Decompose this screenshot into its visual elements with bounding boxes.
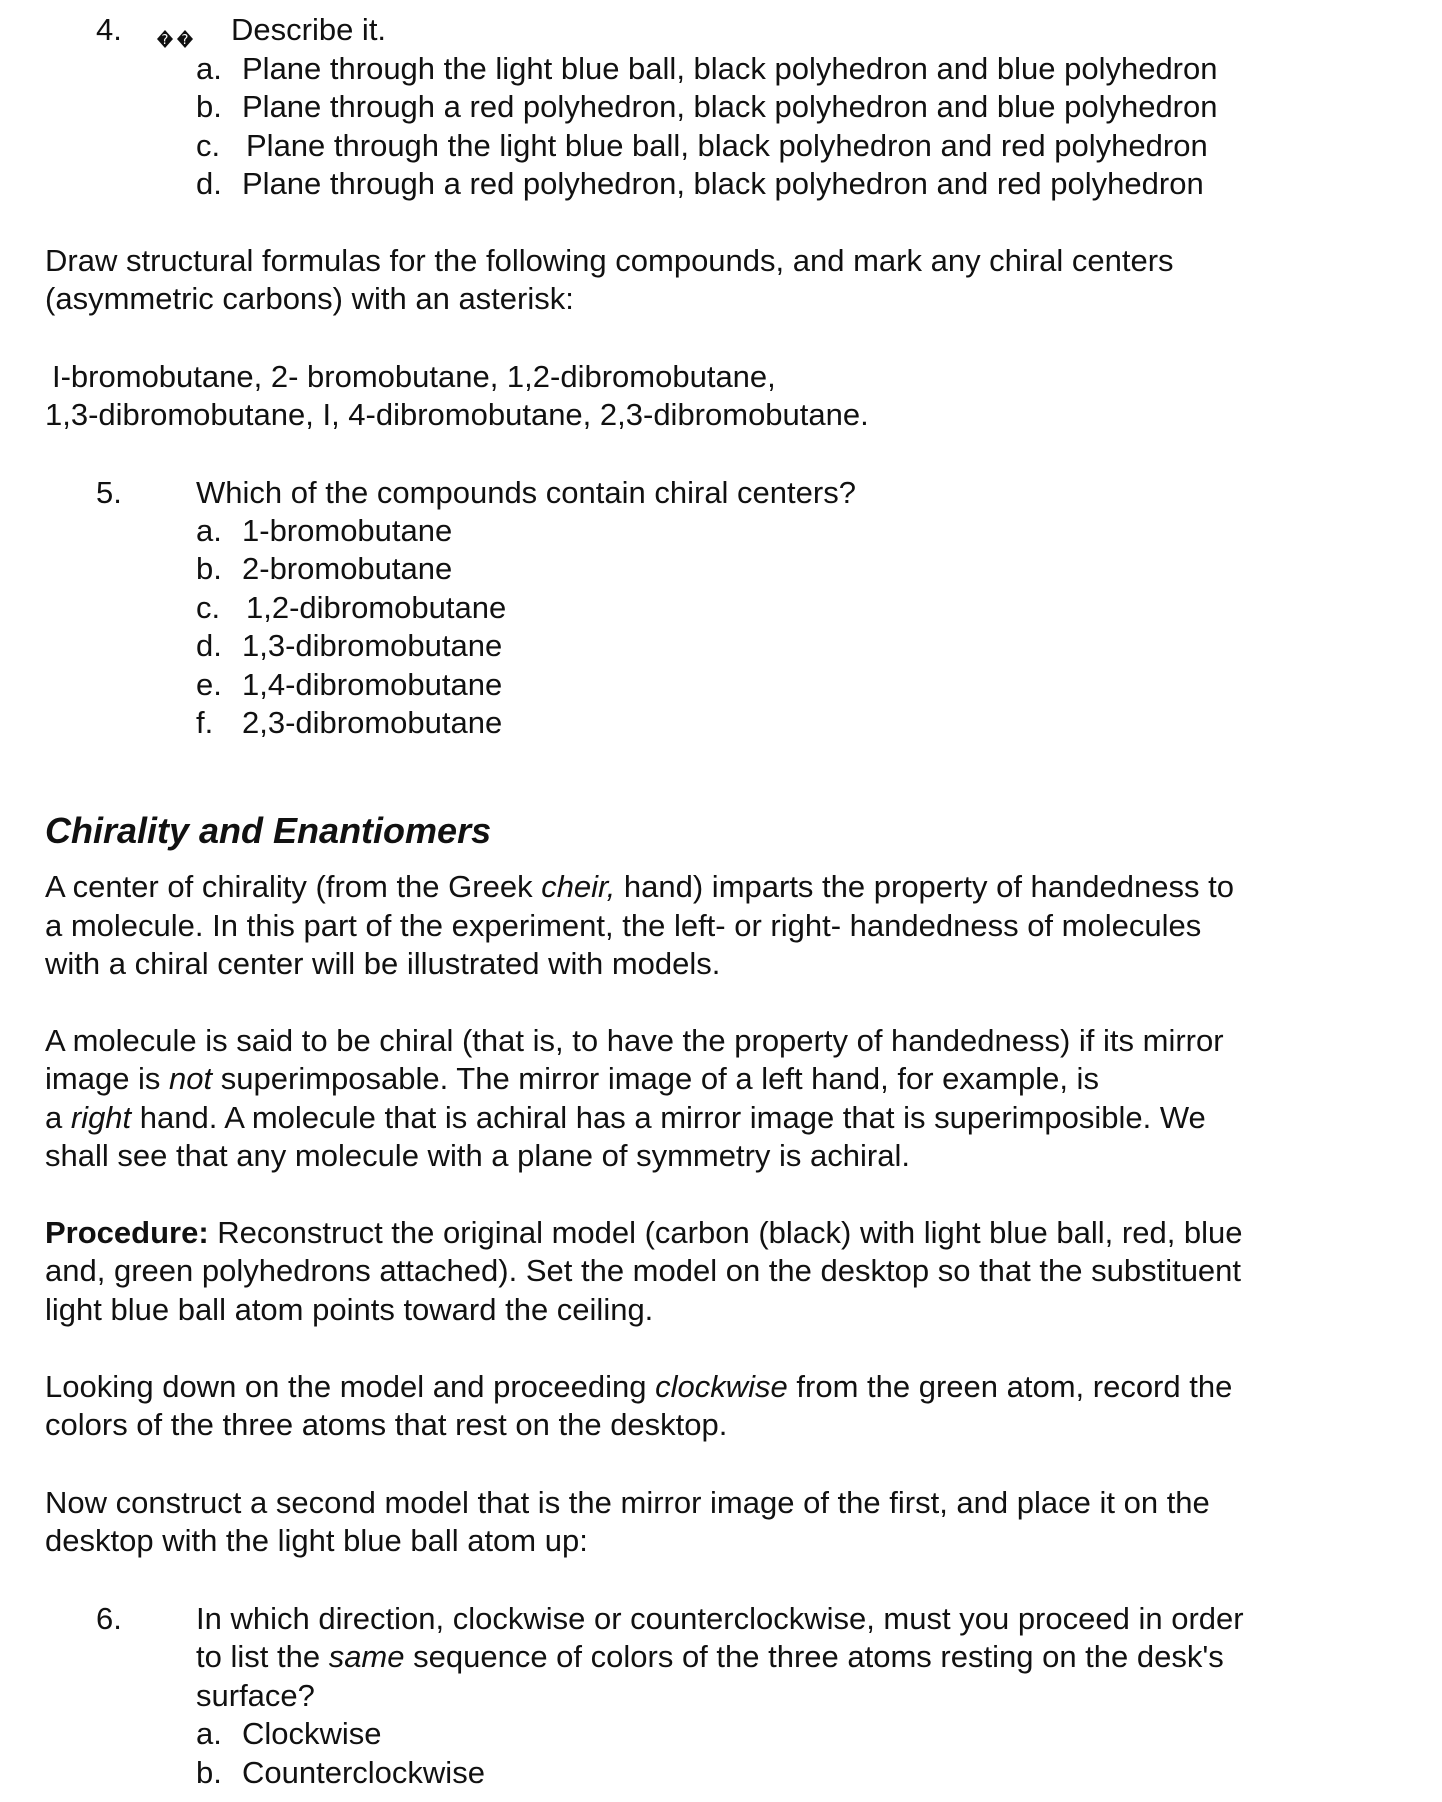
text-run: to list the	[196, 1639, 329, 1674]
svg-text:?: ?	[161, 33, 169, 48]
paragraph-1-line-3: with a chiral center will be illustrated with models.	[45, 946, 721, 981]
question-prompt: Describe it.	[231, 12, 387, 47]
text-run: Reconstruct the original model (carbon (black) with light blue ball, red, blue	[208, 1215, 1243, 1250]
procedure-line-3: light blue ball atom points toward the ceiling.	[45, 1292, 654, 1327]
option-text: 1,2-dibromobutane	[246, 590, 507, 625]
paragraph-4-line-1	[45, 1368, 1232, 1407]
question-prompt-line-3: surface?	[196, 1678, 315, 1713]
draw-instructions-line-2: (asymmetric carbons) with an asterisk:	[45, 281, 574, 316]
option-letter: c.	[196, 128, 221, 163]
option-text: 1,4-dibromobutane	[242, 667, 503, 702]
compound-list-line-1: I-bromobutane, 2- bromobutane, 1,2-dibromobutane,	[52, 359, 776, 394]
emphasis-text: same	[328, 1639, 405, 1674]
paragraph-2-line-1: A molecule is said to be chiral (that is, to have the property of handedness) if its mirror	[45, 1023, 1224, 1058]
question-number: 6.	[96, 1601, 122, 1636]
option-text: 2-bromobutane	[242, 551, 453, 586]
paragraph-2-line-2	[45, 1060, 1099, 1099]
question-prompt-line-2	[196, 1638, 1224, 1677]
text-run: sequence of colors of the three atoms resting on the desk's	[404, 1639, 1224, 1674]
text-run: Looking down on the model and proceeding	[45, 1369, 656, 1404]
text-run: image is	[45, 1061, 170, 1096]
text-run: hand. A molecule that is achiral has a mirror image that is superimposible. We	[131, 1100, 1206, 1135]
paragraph-1-line-2: a molecule. In this part of the experiment, the left- or right- handedness of molecules	[45, 908, 1202, 943]
section-heading: Chirality and Enantiomers	[45, 810, 492, 851]
paragraph-2-line-4: shall see that any molecule with a plane of symmetry is achiral.	[45, 1138, 910, 1173]
option-letter: b.	[196, 1755, 222, 1790]
emphasis-text: cheir,	[541, 869, 616, 904]
paragraph-2-line-3	[45, 1099, 1206, 1138]
procedure-line-2: and, green polyhedrons attached). Set the model on the desktop so that the substituent	[45, 1253, 1242, 1288]
procedure-line-1	[45, 1214, 1243, 1253]
procedure-label: Procedure:	[45, 1215, 209, 1250]
question-prompt-line-1: In which direction, clockwise or counterclockwise, must you proceed in order	[196, 1601, 1244, 1636]
compound-list-line-2: 1,3-dibromobutane, I, 4-dibromobutane, 2,3-dibromobutane.	[45, 397, 869, 432]
option-text: Clockwise	[242, 1716, 382, 1751]
option-letter: a.	[196, 513, 222, 548]
text-run: from the green atom, record the	[787, 1369, 1233, 1404]
option-text: Plane through a red polyhedron, black polyhedron and blue polyhedron	[242, 89, 1218, 124]
option-letter: a.	[196, 1716, 222, 1751]
emphasis-text: clockwise	[655, 1369, 788, 1404]
text-run: a	[45, 1100, 71, 1135]
question-prompt: Which of the compounds contain chiral centers?	[196, 475, 856, 510]
draw-instructions-line-1: Draw structural formulas for the following compounds, and mark any chiral centers	[45, 243, 1174, 278]
option-letter: d.	[196, 628, 222, 663]
svg-text:?: ?	[181, 33, 189, 48]
option-text: Counterclockwise	[242, 1755, 485, 1790]
question-number: 4.	[96, 12, 122, 47]
text-run: superimposable. The mirror image of a left hand, for example, is	[212, 1061, 1099, 1096]
option-letter: d.	[196, 166, 222, 201]
option-letter: b.	[196, 551, 222, 586]
option-text: Plane through a red polyhedron, black polyhedron and red polyhedron	[242, 166, 1204, 201]
option-text: Plane through the light blue ball, black polyhedron and red polyhedron	[246, 128, 1208, 163]
option-letter: c.	[196, 590, 221, 625]
option-text: 1-bromobutane	[242, 513, 453, 548]
emphasis-text: right	[70, 1100, 132, 1135]
paragraph-5-line-2: desktop with the light blue ball atom up:	[45, 1523, 588, 1558]
paragraph-1-line-1	[45, 868, 1234, 907]
option-letter: a.	[196, 51, 222, 86]
option-letter: e.	[196, 667, 222, 702]
option-text: Plane through the light blue ball, black polyhedron and blue polyhedron	[242, 51, 1218, 86]
option-letter: f.	[196, 705, 214, 740]
option-text: 1,3-dibromobutane	[242, 628, 503, 663]
replacement-glyph-icon	[156, 20, 196, 59]
paragraph-4-line-2: colors of the three atoms that rest on the desktop.	[45, 1407, 728, 1442]
option-letter: b.	[196, 89, 222, 124]
option-text: 2,3-dibromobutane	[242, 705, 503, 740]
emphasis-text: not	[169, 1061, 213, 1096]
paragraph-5-line-1: Now construct a second model that is the mirror image of the first, and place it on the	[45, 1485, 1210, 1520]
question-number: 5.	[96, 475, 122, 510]
text-run: A center of chirality (from the Greek	[45, 869, 542, 904]
text-run: hand) imparts the property of handedness to	[615, 869, 1234, 904]
